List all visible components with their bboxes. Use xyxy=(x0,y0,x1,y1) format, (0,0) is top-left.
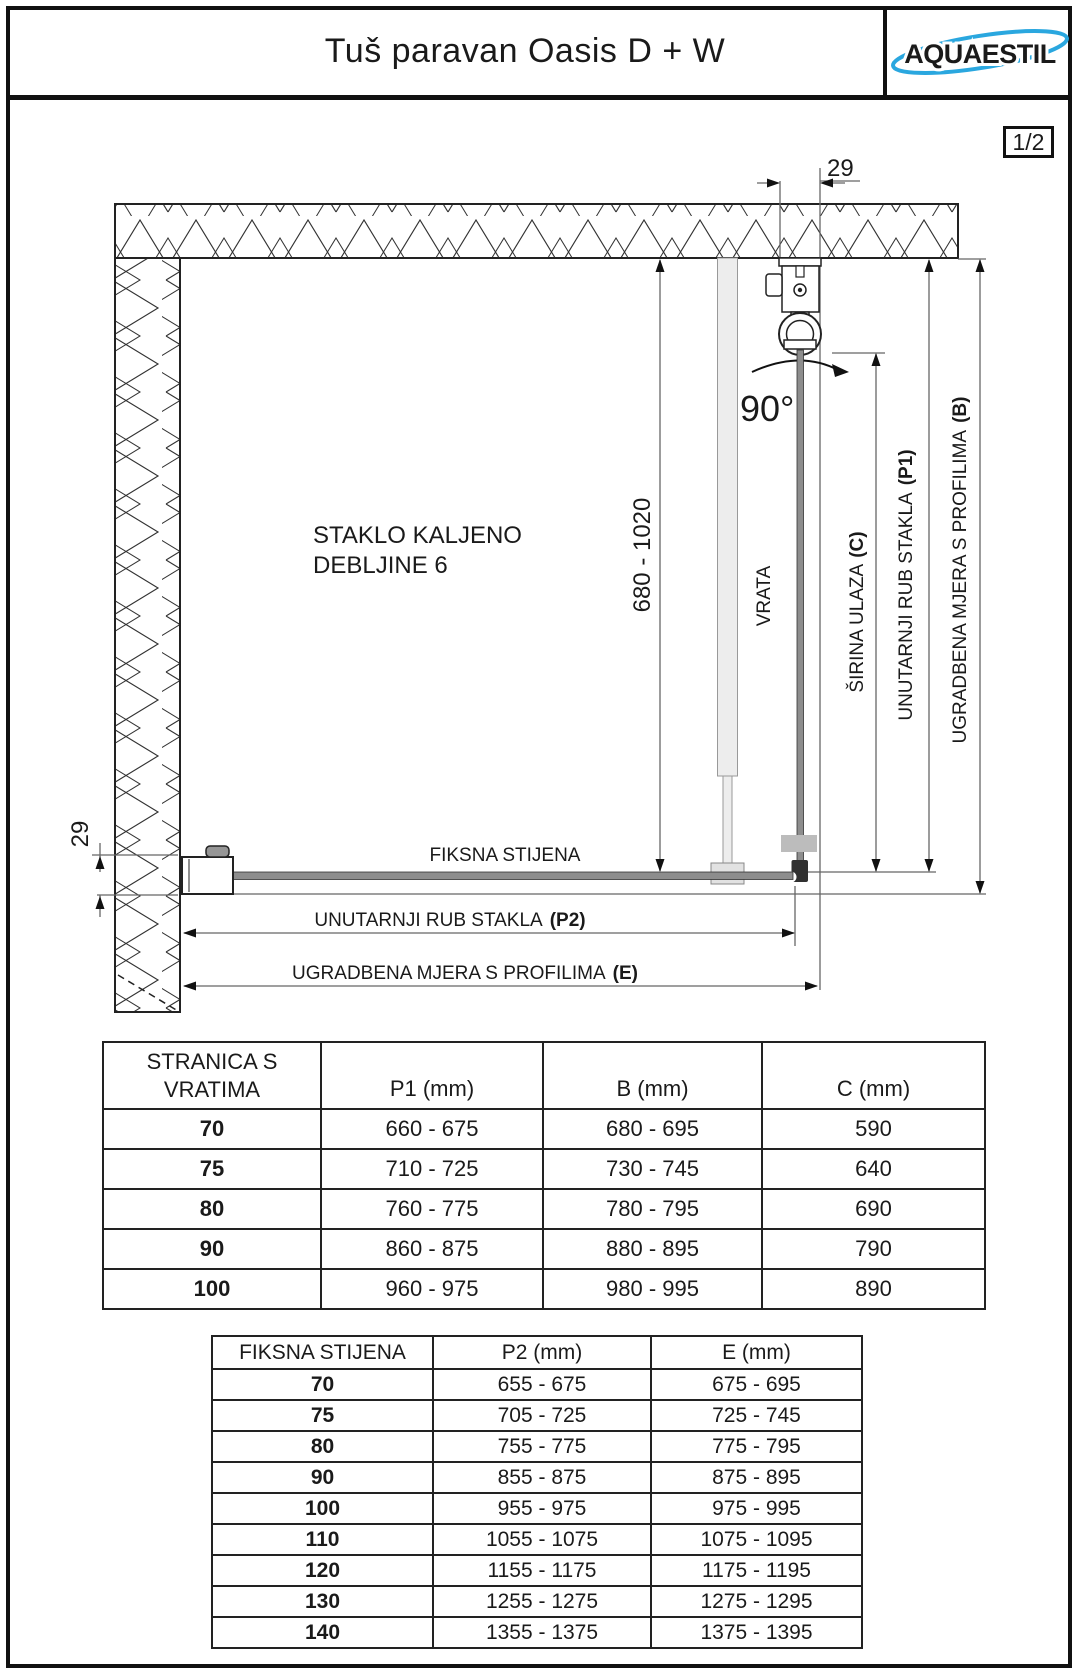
column-header: FIKSNA STIJENA xyxy=(212,1336,433,1369)
fixed-panel-glass xyxy=(232,872,793,880)
dim-height-range-label: 680 - 1020 xyxy=(629,497,656,613)
column-header: P2 (mm) xyxy=(433,1336,651,1369)
angle-label: 90° xyxy=(740,388,795,429)
table-row: 110 1055 - 1075 1075 - 1095 xyxy=(212,1524,862,1555)
table-header-row xyxy=(212,1336,862,1369)
table-header-row xyxy=(103,1042,985,1109)
column-header: C (mm) xyxy=(762,1042,985,1109)
door-glass xyxy=(797,350,804,862)
table-row: 75 710 - 725 730 - 745 640 xyxy=(103,1149,985,1189)
inner-glass-edge-p2-label: UNUTARNJI RUB STAKLA (P2) xyxy=(314,910,586,931)
pivot-assembly xyxy=(766,258,821,355)
table-row: 140 1355 - 1375 1375 - 1395 xyxy=(212,1617,862,1648)
table-row: 80 755 - 775 775 - 795 xyxy=(212,1431,862,1462)
fixed-panel-dimensions-table xyxy=(211,1335,863,1649)
glass-note-line2: DEBLJINE 6 xyxy=(313,552,448,579)
column-header: B (mm) xyxy=(543,1042,762,1109)
door-bottom-bracket xyxy=(781,835,817,852)
table-row: 100 960 - 975 980 - 995 890 xyxy=(103,1269,985,1309)
table-row: 70 655 - 675 675 - 695 xyxy=(212,1369,862,1400)
wall-bracket-cap xyxy=(206,846,229,857)
fixed-panel-label: FIKSNA STIJENA xyxy=(429,845,581,866)
column-header: E (mm) xyxy=(651,1336,862,1369)
door-side-dimensions-table xyxy=(102,1041,986,1310)
door-label: VRATA xyxy=(754,565,775,627)
column-header: STRANICA S VRATIMA xyxy=(103,1042,321,1109)
brand-logo xyxy=(888,16,1072,86)
logo-text: AQUAESTIL xyxy=(904,39,1056,69)
technical-drawing xyxy=(0,100,1080,1020)
table-row: 90 855 - 875 875 - 895 xyxy=(212,1462,862,1493)
install-measure-e-label: UGRADBENA MJERA S PROFILIMA (E) xyxy=(292,963,638,984)
logo-cell-divider xyxy=(883,6,887,100)
table-row: 130 1255 - 1275 1275 - 1295 xyxy=(212,1586,862,1617)
entrance-width-label: ŠIRINA ULAZA(C) xyxy=(847,531,868,693)
page-title: Tuš paravan Oasis D + W xyxy=(324,32,726,70)
support-profile-lower xyxy=(723,776,732,866)
dim-top-offset-label: 29 xyxy=(827,155,854,182)
pivot-knob xyxy=(766,274,782,296)
table-row: 90 860 - 875 880 - 895 790 xyxy=(103,1229,985,1269)
install-measure-b-label: UGRADBENA MJERA S PROFILIMA(B) xyxy=(950,396,971,744)
door-swing-arrowhead xyxy=(832,364,849,377)
wall-section-left xyxy=(115,258,180,1012)
support-profile-upper xyxy=(718,258,738,776)
table-row: 75 705 - 725 725 - 745 xyxy=(212,1400,862,1431)
wall-section-top xyxy=(115,204,958,258)
dim-left-offset-label: 29 xyxy=(67,820,94,848)
door-swing-arrow xyxy=(752,360,838,372)
glass-note-line1: STAKLO KALJENO xyxy=(313,522,522,549)
table-row: 100 955 - 975 975 - 995 xyxy=(212,1493,862,1524)
table-row: 120 1155 - 1175 1175 - 1195 xyxy=(212,1555,862,1586)
page-number-badge: 1/2 xyxy=(1003,126,1054,158)
table-row: 80 760 - 775 780 - 795 690 xyxy=(103,1189,985,1229)
inner-glass-edge-p1-label: UNUTARNJI RUB STAKLA(P1) xyxy=(896,449,917,721)
table-row: 70 660 - 675 680 - 695 590 xyxy=(103,1109,985,1149)
wall-bracket xyxy=(182,846,233,894)
column-header: P1 (mm) xyxy=(321,1042,543,1109)
